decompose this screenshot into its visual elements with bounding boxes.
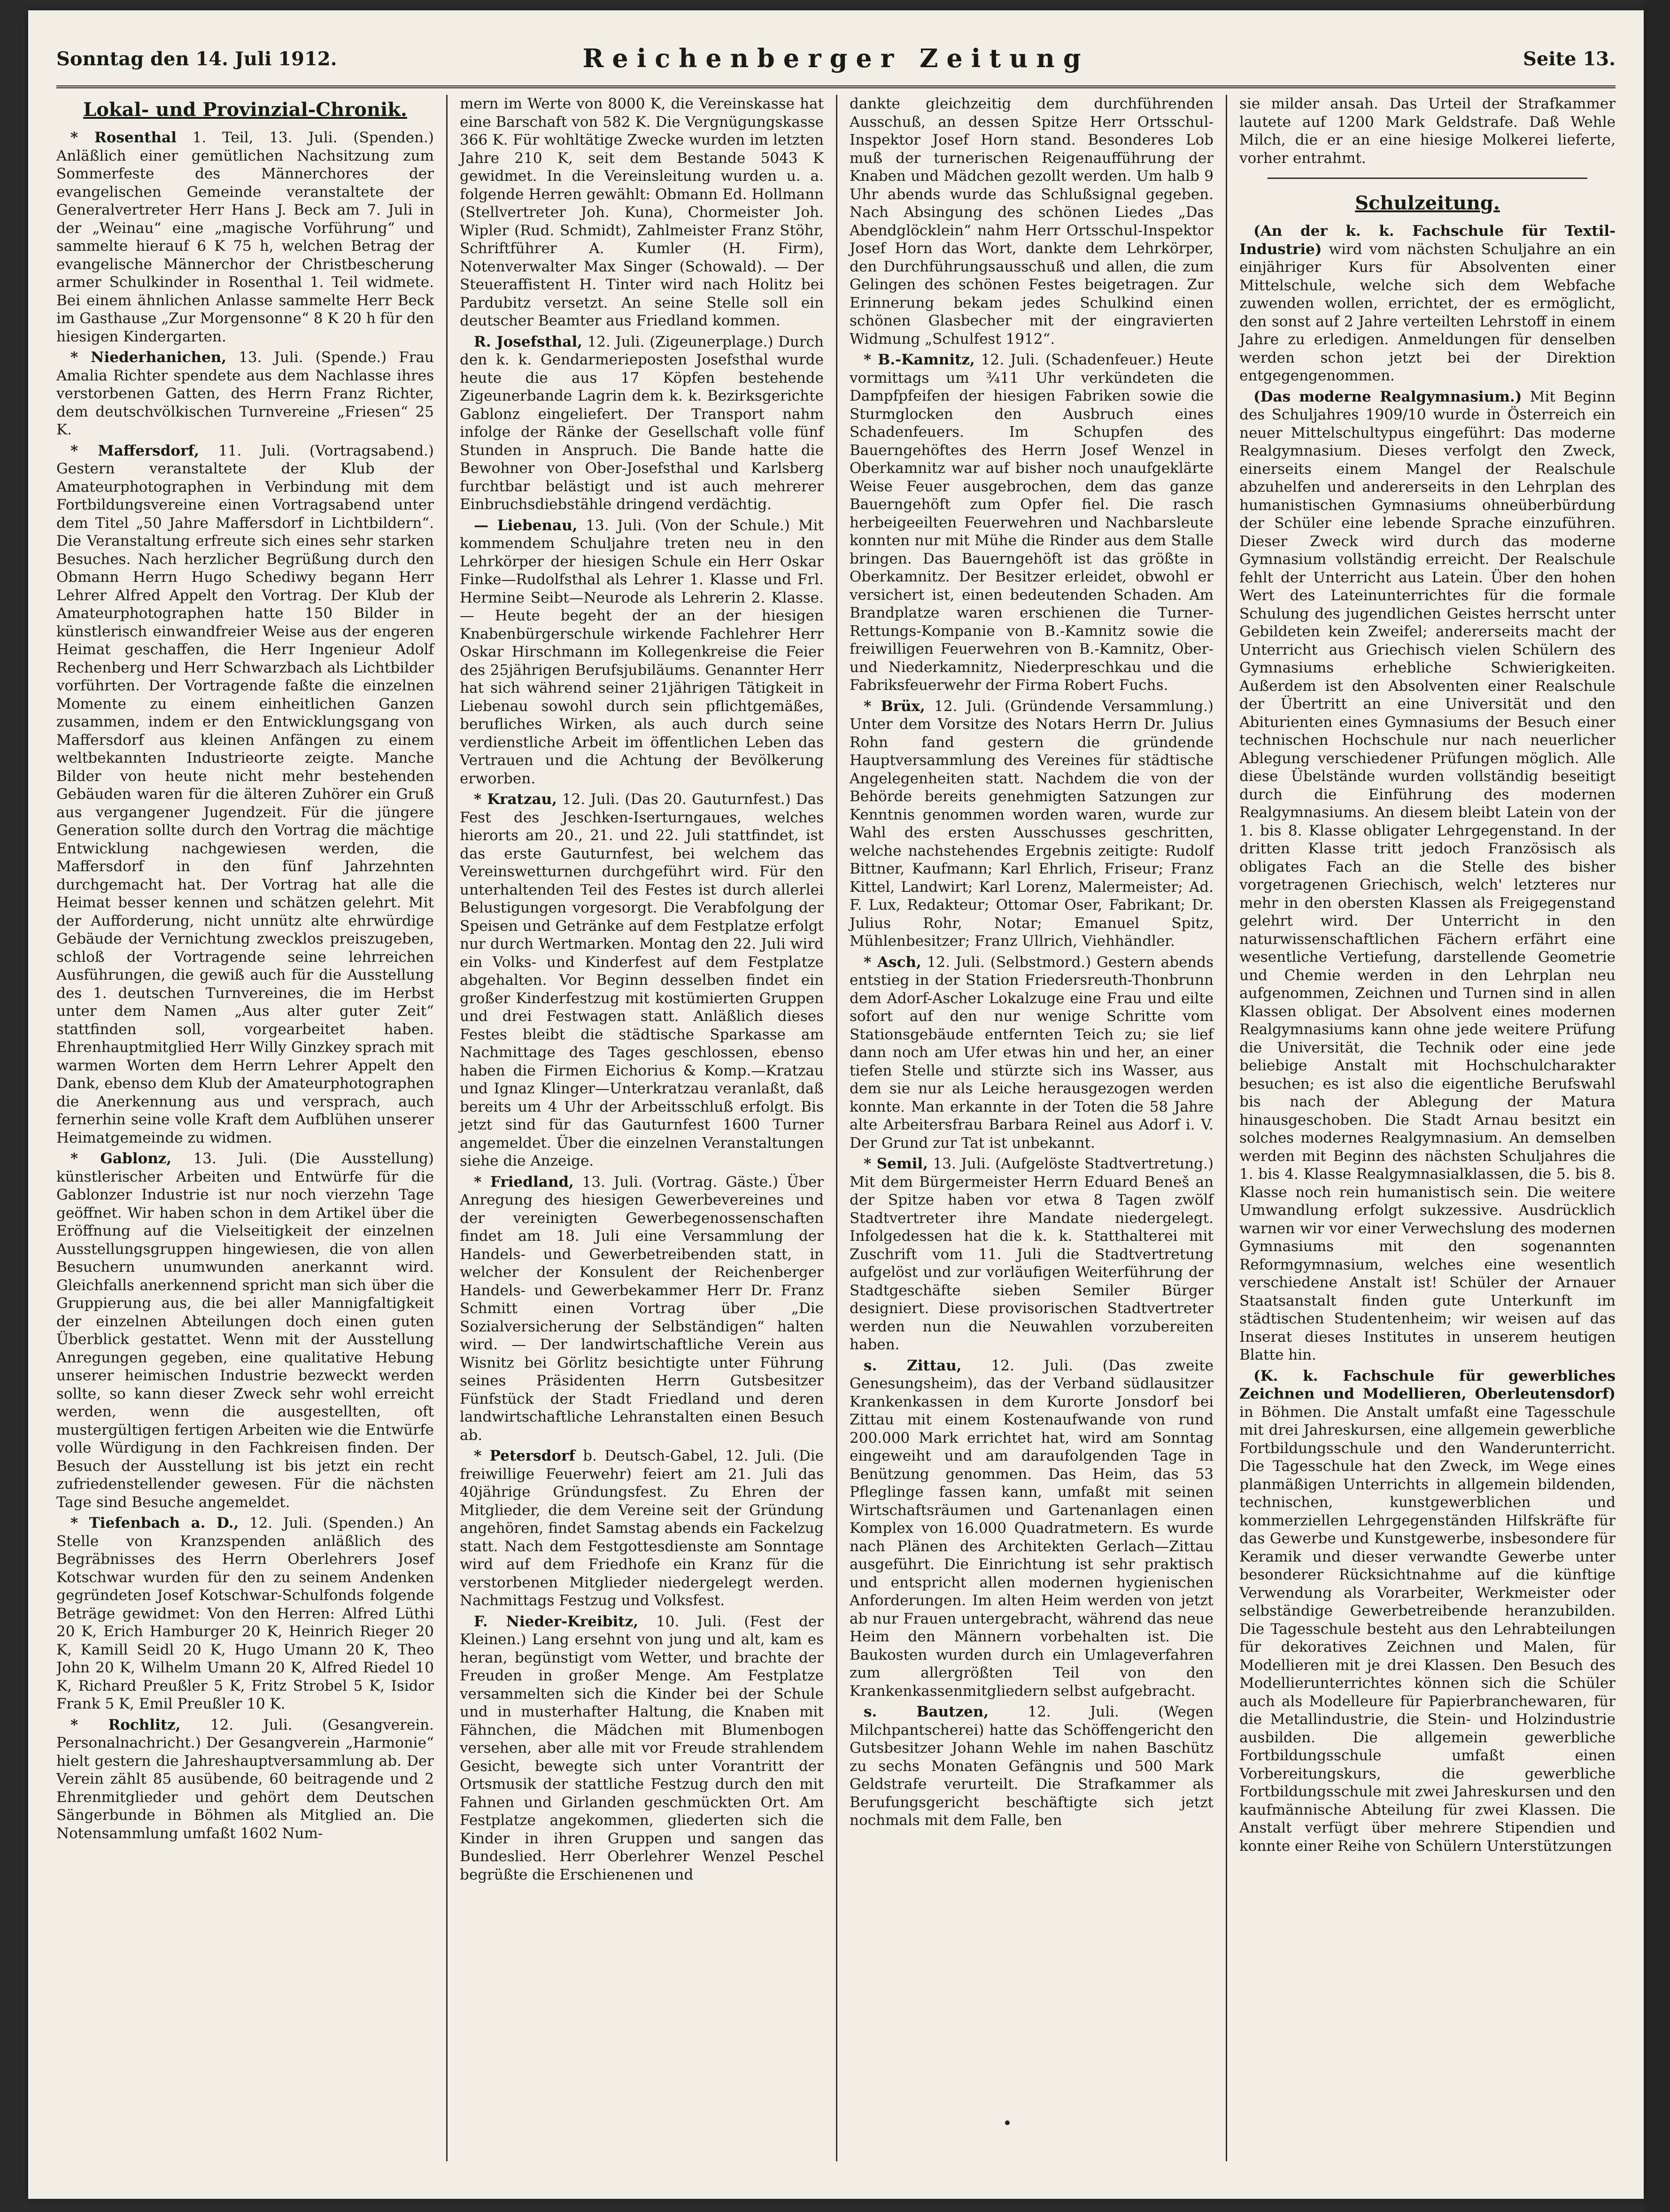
article-body: b. Deutsch-Gabel, 12. Juli. (Die freiwillige Feuerwehr) feiert am 21. Juli das 40jährige Gründungsfest. Zu Ehren der Mitglieder, die dem Vereine seit der Gründung angehören, findet Samstag abends ein Fackelzug statt. Nach dem Festgottesdienste am Sonntage wird auf dem Friedhofe ein Kranz für die verstorbenen Mitglieder niedergelegt werden. Nachmittags Festzug und Volksfest. [460, 1447, 824, 1609]
dateline: * Tiefenbach a. D., [70, 1515, 239, 1531]
column-2 [446, 95, 836, 2161]
article-body: 12. Juli. (Schadenfeuer.) Heute vormittags um ¾11 Uhr verkündeten die Dampfpfeifen der hiesigen Fabriken sowie die Sturmglocken den Ausbruch eines Schadenfeuers. Im Schupfen des Bauerngehöftes des Herrn Josef Wenzel in Oberkamnitz war auf bisher noch unaufgeklärte Weise Feuer ausgebrochen, dem das ganze Bauerngehöft zum Opfer fiel. Die rasch herbeigeeilten Feuerwehren und Nachbarsleute konnten nur mit Mühe die Rinder aus dem Stalle bringen. Das Bauerngehöft ist das größte in Oberkamnitz. Der Besitzer erleidet, obwohl er versichert ist, einen bedeutenden Schaden. Am Brandplatze waren erschienen die Turner-Rettungs-Kompanie von B.-Kamnitz sowie die freiwilligen Feuerwehren von B.-Kamnitz, Ober- und Niederkamnitz, Niederpreschkau und die Fabriksfeuerwehr der Firma Robert Fuchs. [850, 351, 1214, 694]
article-body: 13. Juli. (Vortrag. Gäste.) Über Anregung des hiesigen Gewerbevereines und der vereinigten Gewerbegenossenschaften findet am 18. Juli eine Versammlung der Handels- und Gewerbetreibenden statt, in welcher der Konsulent der Reichenberger Handels- und Gewerbekammer Herr Dr. Franz Schmitt einen Vortrag über „Die Sozialversicherung der Selbständigen“ halten wird. — Der landwirtschaftliche Verein aus Wisnitz bei Görlitz besichtigte unter Führung seines Präsidenten Herrn Gutsbesitzer Fünfstück der Stadt Friedland und deren landwirtschaftliche Lehranstalten einen Besuch ab. [460, 1173, 824, 1444]
dateline: — Liebenau, [474, 517, 578, 534]
article-zittau [850, 1357, 1214, 1701]
issue-date: Sonntag den 14. Juli 1912. [56, 48, 337, 70]
article-body: 13. Juli. (Spende.) Frau Amalia Richter spendete aus dem Nachlasse ihres verstorbenen Gatten, des Herrn Franz Richter, dem deutschvölkischen Turnvereine „Friesen“ 25 K. [56, 349, 434, 438]
article-bruex [850, 697, 1214, 951]
dateline: s. Bautzen, [864, 1703, 989, 1720]
article-textile-school [1239, 222, 1616, 385]
dateline: s. Zittau, [864, 1357, 962, 1374]
print-speck [1005, 2120, 1010, 2125]
article-friedland [460, 1173, 824, 1445]
article-gablonz [56, 1150, 434, 1511]
scan-left-edge [0, 0, 28, 2212]
article-columns [56, 95, 1616, 2161]
newspaper-title: Reichenberger Zeitung [582, 43, 1090, 73]
scan-right-edge [1644, 0, 1670, 2212]
article-body: 12. Juli. (Das 20. Gauturnfest.) Das Fest des Jeschken-Iserturngaues, welches hierorts am 20., 21. und 22. Juli stattfindet, ist das erste Gauturnfest, bei welchem das Vereinswetturnen durchgeführt wird. Für den unterhaltenden Teil des Festes ist durch allerlei Belustigungen vorgesorgt. Die Verabfolgung der Speisen und Getränke auf dem Festplatze erfolgt nur durch Wertmarken. Montag den 22. Juli wird ein Volks- und Kinderfest auf dem Festplatze abgehalten. Vor Beginn desselben findet ein großer Kinderfestzug mit kostümierten Gruppen und drei Festwagen statt. Anläßlich dieses Festes bleibt die städtische Sparkasse am Nachmittage des Tages geschlossen, ebenso haben die Firmen Eichorius & Komp.—Kratzau und Ignaz Klinger—Unterkratzau veranlaßt, daß bereits um 4 Uhr der Arbeitsschluß erfolgt. Bis jetzt sind für das Gauturnfest 1600 Turner angemeldet. Über die einzelnen Veranstaltungen siehe die Anzeige. [460, 791, 824, 1169]
article-liebenau [460, 517, 824, 788]
dateline: (K. k. Fachschule für gewerbliches Zeichnen und Modellieren, Oberleutensdorf) [1239, 1367, 1616, 1402]
article-rosenthal [56, 129, 434, 346]
article-body: 13. Juli. (Die Ausstellung) künstlerischer Arbeiten und Entwürfe für die Gablonzer Industrie ist nur noch vierzehn Tage geöffnet. Wir haben schon in dem Artikel über die Eröffnung auf die Vielseitigkeit der einzelnen Ausstellungsgruppen hingewiesen, die von allen Besuchern unumwunden anerkannt wird. Gleichfalls anerkennend spricht man sich über die Gruppierung aus, die bei aller Mannigfaltigkeit der einzelnen Abteilungen doch einen guten Überblick gestattet. Wenn mit der Ausstellung Anregungen gegeben, eine qualitative Hebung unserer heimischen Industrie bezweckt werden sollte, so kann dieser Zweck sehr wohl erreicht werden, wenn die ausgestellten, oft mustergültigen fertigen Arbeiten wie die Entwürfe volle Würdigung in den Fachkreisen finden. Der Besuch der Ausstellung ist bis jetzt ein recht zufriedenstellender gewesen. Für die nächsten Tage sind Besuche angemeldet. [56, 1150, 434, 1511]
article-b-kamnitz [850, 351, 1214, 695]
dateline: * Gablonz, [70, 1150, 172, 1167]
article-body: sie milder ansah. Das Urteil der Strafkammer lautete auf 1200 Mark Geldstrafe. Daß Wehle Milch, die er an eine hiesige Molkerei lieferte, vorher entrahmt. [1239, 95, 1616, 167]
article-bautzen [850, 1703, 1214, 1830]
article-niederhanichen [56, 348, 434, 439]
article-body: Mit Beginn des Schuljahres 1909/10 wurde in Österreich ein neuer Mittelschultypus eingeführt: Das moderne Realgymnasium. Dieses verfolgt den Zweck, einerseits einem Mangel der Realschule abzuhelfen und andererseits in den Lehrplan des humanistischen Gymnasiums ohneüberbürdung der Schüler eine lebende Sprache einzuführen. Dieser Zweck wird durch das moderne Gymnasium vollständig erreicht. Der Realschule fehlt der Unterricht aus Latein. Über den hohen Wert des Lateinunterrichtes für die formale Schulung des jugendlichen Geistes herrscht unter Gebildeten kein Zweifel; andererseits macht der Unterricht aus Griechisch vielen Schülern des Gymnasiums erhebliche Schwierigkeiten. Außerdem ist den Absolventen einer Realschule der Übertritt an eine Universität und den Abiturienten eines Gymnasiums der Besuch einer technischen Hochschule nur nach neuerlicher Ablegung verschiedener Prüfungen möglich. Alle diese Übelstände wurden vollständig beseitigt durch die Einführung des modernen Realgymnasiums. An diesem bleibt Latein von der 1. bis 8. Klasse obligater Lehrgegenstand. In der dritten Klasse tritt jedoch Französisch als obligates Fach an die Stelle des bisher vorgetragenen Griechisch, welch' letzteres nur mehr in den obersten Klassen als Freigegenstand gelehrt wird. Der Unterricht in den naturwissenschaftlichen Fächern erfährt eine wesentliche Vertiefung, darstellende Geometrie und Chemie werden in den Lehrplan neu aufgenommen, Zeichnen und Turnen sind in allen Klassen obligat. Der Absolvent eines modernen Realgymnasiums kann ohne jede weitere Prüfung die Universität, die Technik oder eine jede beliebige Anstalt mit Hochschulcharakter besuchen; es ist also die eigentliche Berufswahl bis nach der Ablegung der Matura hinausgeschoben. Die Stadt Arnau besitzt ein solches modernes Realgymnasium. An demselben werden mit Beginn des nächsten Schuljahres die 1. bis 4. Klasse Realgymnasialklassen, die 5. bis 8. Klasse noch rein humanistisch sein. Die weitere Umwandlung erfolgt sukzessive. Ausdrücklich warnen wir vor einer Verwechslung des modernen Gymnasiums mit den sogenannten Reformgymnasium, welches eine wesentlich verschiedene Anstalt ist! Schüler der Arnauer Staatsanstalt finden gute Unterkunft im städtischen Studentenheim; wir weisen auf das Inserat dieses Institutes in unserem heutigen Blatte hin. [1239, 388, 1616, 1363]
article-body: 12. Juli. (Selbstmord.) Gestern abends entstieg in der Station Friedersreuth-Thonbrunn dem Adorf-Ascher Lokalzuge eine Frau und eilte sofort auf den nur wenige Schritte vom Stationsgebäude entfernten Teich zu; sie lief dann noch am Ufer etwas hin und her, an einer tiefen Stelle und stürzte sich ins Wasser, aus dem sie nur als Leiche herausgezogen werden konnte. Man erkannte in der Toten die 58 Jahre alte Arbeitersfrau Barbara Reinel aus Adorf i. V. Der Grund zur Tat ist unbekannt. [850, 953, 1214, 1152]
dateline: * Brüx, [864, 697, 925, 715]
dateline: * Asch, [864, 953, 921, 971]
dateline: * Niederhanichen, [70, 349, 227, 366]
article-body: 12. Juli. (Spenden.) An Stelle von Kranzspenden anläßlich des Begräbnisses des Herrn Oberlehrers Josef Kotschwar wurden für den zu seinem Andenken gegründeten Josef Kotschwar-Schulfonds folgende Beträge gewidmet: Von den Herren: Alfred Lüthi 20 K, Erich Hamburger 20 K, Heinrich Rieger 20 K, Kamill Seidl 20 K, Hugo Umann 20 K, Theo John 20 K, Wilhelm Umann 20 K, Alfred Riedel 10 K, Richard Preußler 5 K, Fritz Strobel 5 K, Isidor Frank 5 K, Emil Preußler 10 K. [56, 1515, 434, 1712]
dateline: F. Nieder-Kreibitz, [474, 1613, 638, 1630]
article-semil [850, 1155, 1214, 1354]
article-body: 1. Teil, 13. Juli. (Spenden.) Anläßlich einer gemütlichen Nachsitzung zum Sommerfeste des Männerchores der evangelischen Gemeinde veranstaltete der Generalvertreter Herr Hans J. Beck am 7. Juli in der „Weinau“ eine „magische Vorführung“ und sammelte hierauf 6 K 75 h, welchen Betrag der evangelische Männerchor der Christbescherung armer Schulkinder in Rosenthal 1. Teil widmete. Bei einem ähnlichen Anlasse sammelte Herr Beck im Gasthause „Zur Morgensonne“ 8 K 20 h für den hiesigen Kindergarten. [56, 129, 434, 345]
article-body: 12. Juli. (Gesangverein. Personalnachricht.) Der Gesangverein „Harmonie“ hielt gestern die Jahreshauptversammlung ab. Der Verein zählt 85 ausübende, 60 beitragende und 2 Ehrenmitglieder und gehört dem Deutschen Sängerbunde in Böhmen als Mitglied an. Die Notensammlung umfaßt 1602 Num- [56, 1716, 434, 1842]
dateline: * Rochlitz, [70, 1716, 181, 1733]
dateline: R. Josefsthal, [474, 333, 582, 350]
column-1 [56, 95, 446, 2161]
article-kratzau [460, 790, 824, 1170]
article-body: 12. Juli. (Gründende Versammlung.) Unter dem Vorsitze des Notars Herrn Dr. Julius Rohn fand gestern die gründende Hauptversammlung des Vereines für städtische Angelegenheiten statt. Nachdem die von der Behörde bereits genehmigten Satzungen zur Kenntnis genommen worden waren, wurde zur Wahl des ersten Ausschusses geschritten, welche nachstehendes Ergebnis zeitigte: Rudolf Bittner, Kaufmann; Karl Ehrlich, Friseur; Franz Kittel, Landwirt; Karl Lorenz, Malermeister; Ad. F. Lux, Redakteur; Ottomar Oser, Fabrikant; Dr. Julius Rohr, Notar; Emanuel Spitz, Mühlenbesitzer; Franz Ullrich, Viehhändler. [850, 697, 1214, 950]
article-body: wird vom nächsten Schuljahre an ein einjähriger Kurs für Absolventen einer Mittelschule, welche sich dem Webfache zuwenden wollen, errichtet, der es ermöglicht, den sonst auf 2 Jahre verteilten Lehrstoff in einem Jahre zu erledigen. Anmeldungen für denselben werden schon jetzt bei der Direktion entgegengenommen. [1239, 240, 1616, 384]
article-petersdorf [460, 1447, 824, 1610]
dateline: (An der k. k. Fachschule für Textil-Industrie) [1239, 223, 1616, 258]
dateline: * Friedland, [474, 1173, 574, 1191]
dateline: * Maffersdorf, [70, 442, 199, 459]
article-body: dankte gleichzeitig dem durchführenden Ausschuß, an dessen Spitze Herr Ortsschul-Inspektor Josef Horn stand. Besonderes Lob muß der turnerischen Reigenaufführung der Knaben und Mädchen gezollt werden. Um halb 9 Uhr abends wurde das Schlußsignal gegeben. Nach Absingung des schönen Liedes „Das Abendglöcklein“ nahm Herr Ortsschul-Inspektor Josef Horn das Wort, dankte dem Lehrkörper, den Durchführungsausschuß und allen, die zum Gelingen des schönen Festes beigetragen. Zur Erinnerung bekam jedes Schulkind einen schönen Glasbecher mit der eingravierten Widmung „Schulfest 1912“. [850, 95, 1214, 348]
section-divider [1268, 178, 1587, 179]
dateline: * B.-Kamnitz, [864, 351, 975, 368]
article-body: 12. Juli. (Wegen Milchpantscherei) hatte das Schöffengericht den Gutsbesitzer Johann Wehle im nahen Baschütz zu sechs Monaten Gefängnis und 500 Mark Geldstrafe verurteilt. Die Strafkammer als Berufungsgericht beschäftigte sich jetzt nochmals mit dem Falle, ben [850, 1703, 1214, 1829]
column-3 [836, 95, 1226, 2161]
article-asch [850, 953, 1214, 1152]
article-body: in Böhmen. Die Anstalt umfaßt eine Tagesschule mit drei Jahreskursen, eine allgemein gewerbliche Fortbildungsschule und den Wanderunterricht. Die Tagesschule hat den Zweck, im Wege eines planmäßigen Unterrichts in allgemein bildenden, technischen, kunstgewerblichen und kommerziellen Lehrgegenständen Hilfskräfte für das Gewerbe und Kunstgewerbe, insbesondere für Keramik und dieser verwandte Gewerbe unter besonderer Rücksichtnahme auf die künftige Verwendung als Vorarbeiter, Werkmeister oder selbständige Gewerbetreibende heranzubilden. Die Tagesschule besteht aus den Lehrabteilungen für dekoratives Zeichnen und Malen, für Modellieren mit je drei Klassen. Den Besuch des Modellierunterrichtes können sich die Schüler auch als Modelleure für Papierbranchewaren, für die Metallindustrie, die Stein- und Holzindustrie ausbilden. Die allgemein gewerbliche Fortbildungsschule umfaßt einen Vorbereitungskurs, die gewerbliche Fortbildungsschule mit zwei Jahreskursen und den kaufmännische Abteilung für zwei Klassen. Die Anstalt verfügt über mehrere Stipendien und konnte einer Reihe von Schülern Unterstützungen [1239, 1403, 1616, 1855]
article-maffersdorf [56, 442, 434, 1147]
article-body: 10. Juli. (Fest der Kleinen.) Lang ersehnt von jung und alt, kam es heran, begünstigt vom Wetter, und brachte der Freuden in großer Menge. Am Festplatze versammelten sich die Kinder bei der Schule und in musterhafter Haltung, die Knaben mit Fähnchen, die Mädchen mit Blumenbogen versehen, aber alle mit vor Freude strahlendem Gesicht, bewegte sich unter Vorantritt der Ortsmusik der stattliche Festzug durch den mit Fahnen und Girlanden geschmückten Ort. Am Festplatze angekommen, gliederten sich die Kinder in ihren Gruppen und sangen das Bundeslied. Herr Oberlehrer Wenzel Peschel begrüßte die Erschienenen und [460, 1613, 824, 1883]
masthead [56, 29, 1616, 88]
article-realgymnasium [1239, 388, 1616, 1364]
article-body: 11. Juli. (Vortragsabend.) Gestern veranstaltete der Klub der Amateurphotographen in Verbindung mit dem Fortbildungsvereine einen Vortragsabend unter dem Titel „50 Jahre Maffersdorf in Lichtbildern“. Die Veranstaltung erfreute sich eines sehr starken Besuches. Nach herzlicher Begrüßung durch den Obmann Herrn Hugo Schediwy begann Herr Lehrer Alfred Appelt den Vortrag. Der Klub der Amateurphotographen hatte 150 Bilder in künstlerisch einwandfreier Weise aus der engeren Heimat geschaffen, die Herr Ingenieur Adolf Rechenberg und Herr Schwarzbach als Lichtbilder vorführten. Der Vortragende faßte die einzelnen Momente zu einem einheitlichen Ganzen zusammen, indem er den Entwicklungsgang von Maffersdorf aus kleinen Anfängen zu einem weltbekannten Industrieorte zeigte. Manche Bilder von heute nicht mehr bestehenden Gebäuden waren für die älteren Zuhörer ein Gruß aus vergangener Jugendzeit. Für die jüngere Generation sollte durch den Vortrag die mächtige Entwicklung nachgewiesen werden, die Maffersdorf in den fünf Jahrzehnten durchgemacht hat. Der Vortrag hat alle die Heimat besser kennen und schätzen gelehrt. Mit der Aufforderung, nicht unnütz alte ehrwürdige Gebäude der Vernichtung zwecklos preiszugeben, schloß der Vortragende seine lehrreichen Ausführungen, die gewiß auch für die Ausstellung des 1. deutschen Turnvereines, die im Herbst unter dem Namen „Aus alter guter Zeit“ stattfinden soll, vorgearbeitet haben. Ehrenhauptmitglied Herr Willy Ginzkey sprach mit warmen Worten dem Herrn Lehrer Appelt den Dank, ebenso dem Klub der Amateurphotographen die Anerkennung aus und versprach, auch fernerhin seine volle Kraft dem Aufblühen unserer Heimatgemeinde zu widmen. [56, 442, 434, 1146]
article-body: 12. Juli. (Zigeunerplage.) Durch den k. k. Gendarmerieposten Josefsthal wurde heute die aus 17 Köpfen bestehende Zigeunerbande Lagrin dem k. k. Bezirksgerichte Gablonz eingeliefert. Der Transport nahm infolge der Ränke der Gesellschaft volle fünf Stunden in Anspruch. Die Bande hatte die Bewohner von Ober-Josefsthal und Karlsberg furchtbar belästigt und ist auch mehrerer Einbruchsdiebstähle dringend verdächtig. [460, 333, 824, 513]
article-nieder-kreibitz-continued [850, 95, 1214, 348]
article-tiefenbach [56, 1514, 434, 1713]
page-number: Seite 13. [1523, 48, 1616, 70]
newspaper-page [28, 10, 1644, 2199]
article-bautzen-continued [1239, 95, 1616, 167]
article-body: 12. Juli. (Das zweite Genesungsheim), das der Verband südlausitzer Krankenkassen in dem Kurorte Jonsdorf bei Zittau mit einem Kostenaufwande von rund 200.000 Mark errichtet hat, wird am Sonntag eingeweiht und am daraufolgenden Tage in Benützung genommen. Das Heim, das 53 Pfleglinge fassen kann, umfaßt mit seinen Wirtschaftsräumen und Gartenanlagen einen Komplex von 16.000 Quadratmetern. Es wurde nach Plänen des Architekten Gerlach—Zittau ausgeführt. Die Einrichtung ist sehr praktisch und entspricht allen modernen hygienischen Anforderungen. Im alten Heim werden von jetzt ab nur Frauen untergebracht, während das neue Heim den Männern vorbehalten ist. Die Baukosten wurden durch ein Umlageverfahren zum allergrößten Teil von den Krankenkassenmitgliedern selbst aufgebracht. [850, 1357, 1214, 1700]
dateline: * Kratzau, [474, 791, 557, 808]
article-body: 13. Juli. (Aufgelöste Stadtvertretung.) Mit dem Bürgermeister Herrn Eduard Beneš an der Spitze haben vor etwa 8 Tagen zwölf Stadtvertreter ihre Mandate niedergelegt. Infolgedessen hat die k. k. Statthalterei mit Zuschrift vom 11. Juli die Stadtvertretung aufgelöst und zur vorläufigen Weiterführung der Stadtgeschäfte sieben Semiler Bürger designiert. Diese provisorischen Stadtvertreter werden nun die Neuwahlen vorzubereiten haben. [850, 1155, 1214, 1353]
dateline: * Semil, [864, 1155, 928, 1172]
dateline: * Rosenthal [70, 129, 177, 146]
article-body: mern im Werte von 8000 K, die Vereinskasse hat eine Barschaft von 582 K. Die Vergnügungskasse 366 K. Für wohltätige Zwecke wurden im letzten Jahre 210 K, seit dem Bestande 5043 K gewidmet. In die Vereinsleitung wurden u. a. folgende Herren gewählt: Obmann Ed. Hollmann (Stellvertreter Joh. Kuna), Chormeister Joh. Wipler (Rud. Schmidt), Zahlmeister Franz Stöhr, Schriftführer A. Kumler (H. Firm), Notenverwalter Max Singer (Schowald). — Der Steueraffistent H. Tinter wird nach Holitz bei Pardubitz versetzt. An seine Stelle soll ein deutscher Beamter aus Friedland kommen. [460, 95, 824, 329]
section-heading-school-news: Schulzeitung. [1355, 192, 1500, 214]
article-josefsthal [460, 333, 824, 514]
dateline: * Petersdorf [474, 1447, 575, 1464]
section-heading-local-chronicle: Lokal- und Provinzial-Chronik. [83, 99, 407, 121]
article-body: 13. Juli. (Von der Schule.) Mit kommendem Schuljahre treten neu in den Lehrkörper der hiesigen Schule ein Herr Oskar Finke—Rudolfsthal als Lehrer 1. Klasse und Frl. Hermine Seibt—Neurode als Lehrerin 2. Klasse. — Heute begeht der an der hiesigen Knabenbürgerschule wirkende Fachlehrer Herr Oskar Hirschmann im Kollegenkreise die Feier des 25jährigen Berufsjubiläums. Genannter Herr hat sich während seiner 21jährigen Tätigkeit in Liebenau sowohl durch sein pflichtgemäßes, berufliches Wirken, als auch durch seine verdienstliche Arbeit im öffentlichen Leben das Vertrauen und die Achtung der Bevölkerung erworben. [460, 517, 824, 787]
article-rochlitz [56, 1716, 434, 1843]
column-4 [1226, 95, 1616, 2161]
article-oberleutensdorf-school [1239, 1367, 1616, 1856]
article-nieder-kreibitz [460, 1613, 824, 1884]
dateline: (Das moderne Realgymnasium.) [1253, 388, 1522, 405]
article-rochlitz-continued [460, 95, 824, 330]
